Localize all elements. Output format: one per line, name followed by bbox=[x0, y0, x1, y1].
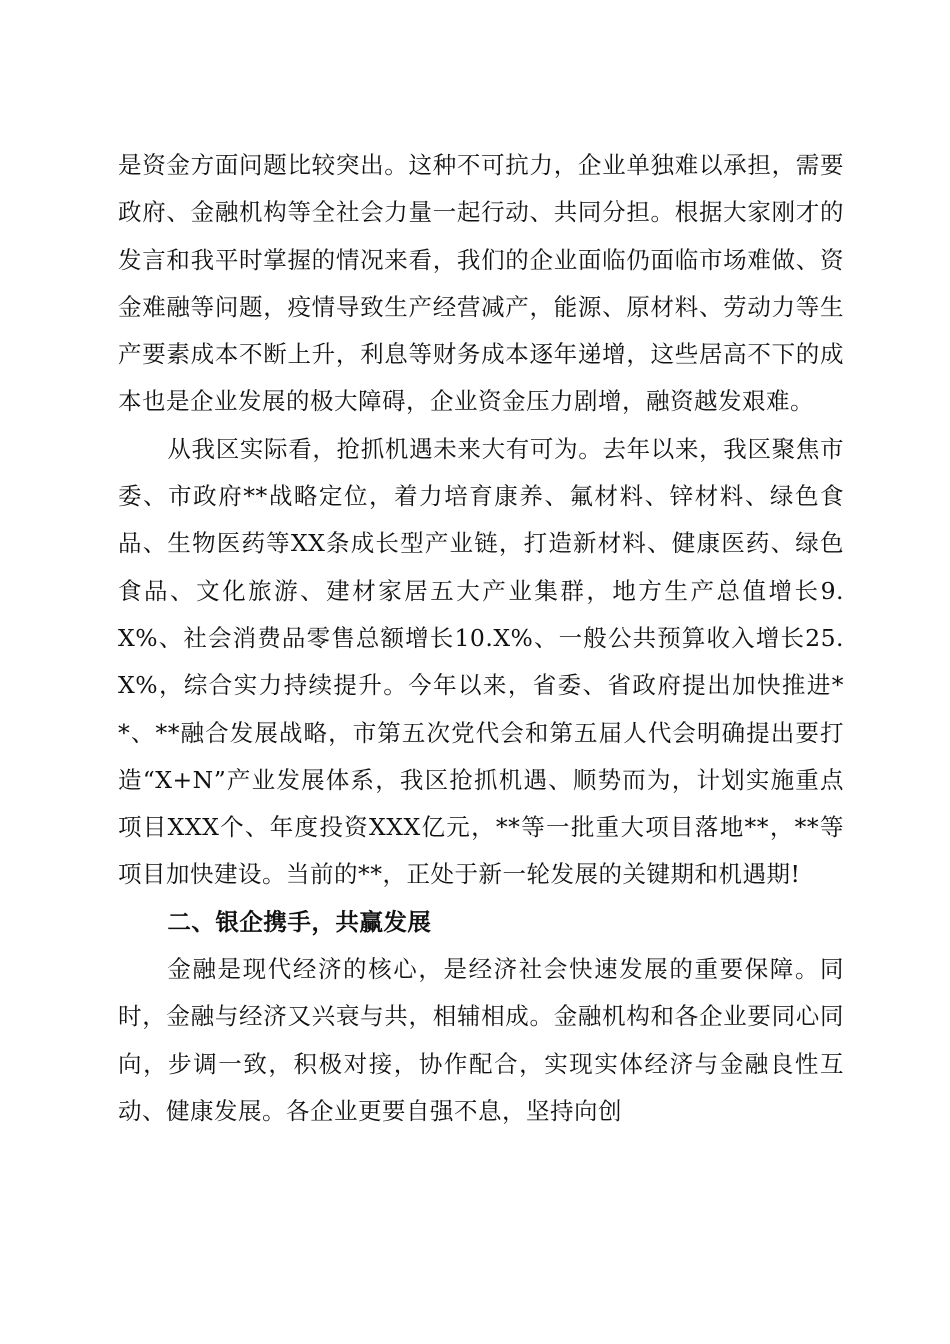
paragraph-finance: 金融是现代经济的核心，是经济社会快速发展的重要保障。同时，金融与经济又兴衰与共，相辅相成。金融机构和各企业要同心同向，步调一致，积极对接，协作配合，实现实体经济与金融良性互动、健康发展。各企业更要自强不息，坚持向创 bbox=[118, 955, 844, 1125]
paragraph-opportunity: 从我区实际看，抢抓机遇未来大有可为。去年以来，我区聚焦市委、市政府**战略定位，着力培育康养、氟材料、锌材料、绿色食品、生物医药等XX条成长型产业链，打造新材料、健康医药、绿色食品、文化旅游、建材家居五大产业集群，地方生产总值增长9.X%、社会消费品零售总额增长10.X%、一般公共预算收入增长25.X%，综合实力持续提升。今年以来，省委、省政府提出加快推进**、**融合发展战略，市第五次党代会和第五届人代会明确提出要打造“X+N”产业发展体系，我区抢抓机遇、顺势而为，计划实施重点项目XXX个、年度投资XXX亿元，**等一批重大项目落地**，**等项目加快建设。当前的**，正处于新一轮发展的关键期和机遇期! bbox=[118, 434, 844, 889]
paragraph-continuation: 是资金方面问题比较突出。这种不可抗力，企业单独难以承担，需要政府、金融机构等全社会力量一起行动、共同分担。根据大家刚才的发言和我平时掌握的情况来看，我们的企业面临仍面临市场难做、资金难融等问题，疫情导致生产经营减产，能源、原材料、劳动力等生产要素成本不断上升，利息等财务成本逐年递增，这些居高不下的成本也是企业发展的极大障碍，企业资金压力剧增，融资越发艰难。 bbox=[118, 151, 844, 416]
document-body bbox=[118, 142, 844, 1135]
section-heading: 二、银企携手，共赢发展 bbox=[167, 907, 432, 936]
